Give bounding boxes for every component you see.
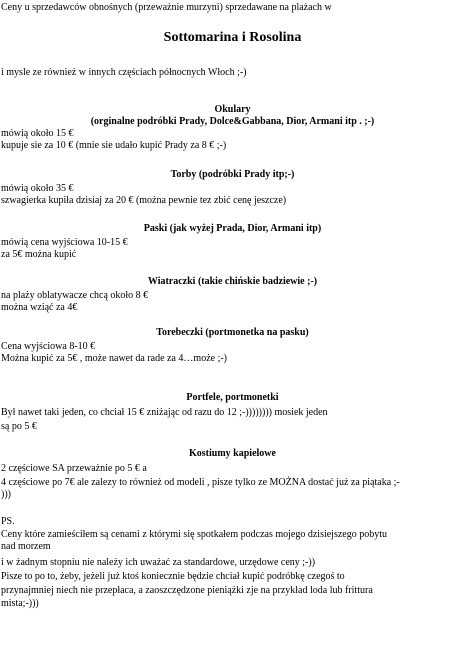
section-line: Można kupić za 5€ , może nawet da rade za 4…może ;-): [1, 353, 228, 364]
ps-line: przynajmniej niech nie przepłaca, a zaoszczędzone pieniążki zje na przykład loda lub frittura: [1, 585, 373, 596]
ps-line: Pisze to po to, żeby, jeżeli już ktoś koniecznie będzie chciał kupić podróbkę czegoś to: [1, 571, 345, 582]
section-heading-torby: Torby (podróbki Prady itp;-): [170, 169, 295, 180]
section-line: są po 5 €: [1, 421, 37, 432]
ps-line: mista;-))): [1, 598, 39, 609]
section-line: 4 częściowe po 7€ ale zalezy to również od modeli , pisze tylko ze MOŻNA dostać już za piątaka ;-: [1, 477, 400, 488]
section-heading-okulary: Okulary: [214, 104, 251, 115]
section-line: 2 częściowe SA przeważnie po 5 € a: [1, 463, 147, 474]
section-line: można wziąć za 4€: [1, 302, 78, 313]
section-heading-wiatraczki: Wiatraczki (takie chińskie badziewie ;-): [147, 276, 318, 287]
section-line: mówią cena wyjściowa 10-15 €: [1, 237, 128, 248]
ps-line: Ceny które zamieściłem są cenami z którymi się spotkałem podczas mojego dzisiejszego pobytu: [1, 529, 388, 540]
ps-line: i w żadnym stopniu nie należy ich uważać za standardowe, urzędowe ceny ;-)): [1, 557, 316, 568]
section-subheading-okulary: (orginalne podróbki Prady, Dolce&Gabbana, Dior, Armani itp . ;-): [90, 116, 375, 127]
intro-line-2: i mysle ze również w innych częściach północnych Włoch ;-): [1, 67, 247, 78]
section-line: mówią około 35 €: [1, 183, 74, 194]
section-heading-paski: Paski (jak wyżej Prada, Dior, Armani itp): [143, 223, 322, 234]
section-line: mówią około 15 €: [1, 128, 74, 139]
section-line: Był nawet taki jeden, co chciał 15 € zniżając od razu do 12 ;-)))))))) mosiek jeden: [1, 407, 328, 418]
section-line: ))): [1, 489, 11, 500]
section-line: za 5€ można kupić: [1, 249, 77, 260]
ps-label: PS.: [1, 516, 15, 527]
section-line: kupuje sie za 10 € (mnie sie udało kupić Prady za 8 € ;-): [1, 140, 227, 151]
page-title: Sottomarina i Rosolina: [163, 30, 302, 45]
ps-line: nad morzem: [1, 541, 51, 552]
section-line: na plaży oblatywacze chcą około 8 €: [1, 290, 149, 301]
section-heading-torebeczki: Torebeczki (portmonetka na pasku): [156, 327, 309, 338]
intro-line: Ceny u sprzedawców obnośnych (przeważnie murzyni) sprzedawane na plażach w: [1, 2, 332, 13]
section-heading-portfele: Portfele, portmonetki: [186, 392, 279, 403]
section-line: Cena wyjściowa 8-10 €: [1, 341, 96, 352]
section-line: szwagierka kupiła dzisiaj za 20 € (można pewnie tez zbić cenę jeszcze): [1, 195, 287, 206]
section-heading-kostiumy: Kostiumy kapielowe: [189, 448, 276, 459]
